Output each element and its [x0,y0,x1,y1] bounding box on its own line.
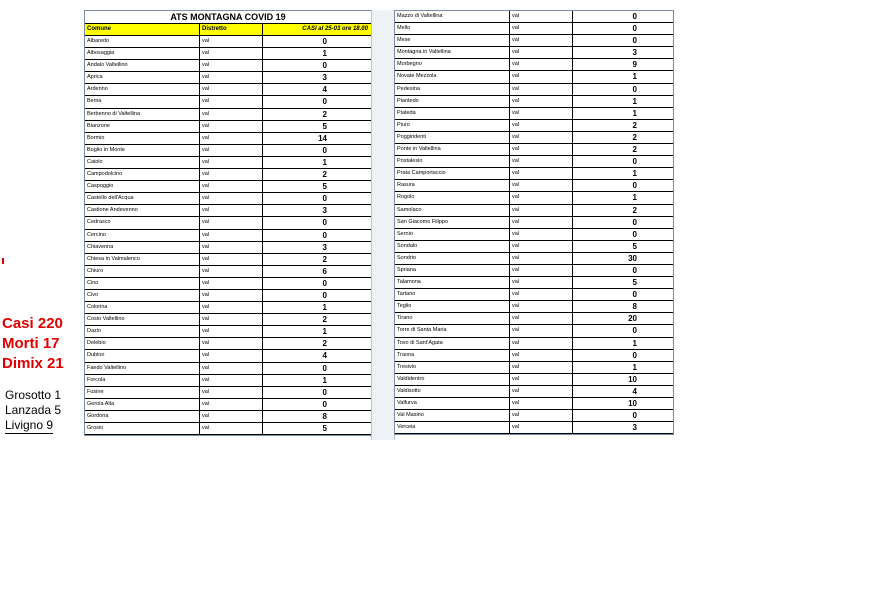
cell-distretto: val [510,422,573,433]
cell-casi: 0 [322,97,327,107]
cell-distretto: val [200,60,263,71]
cell-casi: 0 [322,278,327,288]
cell-comune: Grosio [85,423,200,434]
table-row [85,84,371,96]
cell-comune: Dubino [85,350,200,361]
cell-casi: 0 [322,61,327,71]
table-row [85,145,371,157]
cell-casi: 5 [632,241,637,251]
cell-casi: 2 [322,170,327,180]
cell-comune: Pedesina [395,84,510,95]
cell-casi: 2 [322,109,327,119]
cell-casi: 1 [322,49,327,59]
cell-comune: Caspoggio [85,181,200,192]
cell-casi: 9 [632,60,637,70]
table-row [85,302,371,314]
table-row [85,205,371,217]
cell-distretto: val [200,326,263,337]
cell-casi: 4 [632,386,637,396]
table-row [85,169,371,181]
cell-casi: 0 [632,157,637,167]
table-row [85,72,371,84]
cell-comune: Sernio [395,229,510,240]
cell-comune: Ardenno [85,84,200,95]
table-row [85,399,371,411]
town-entry: Livigno 9 [5,418,54,432]
cell-comune: Talamona [395,277,510,288]
cell-casi: 1 [632,338,637,348]
table-row [395,35,673,47]
table-row [85,96,371,108]
cell-distretto: val [200,205,263,216]
cell-casi: 0 [632,84,637,94]
cell-casi: 0 [632,229,637,239]
table-row [395,289,673,301]
cell-distretto: val [510,374,573,385]
cell-casi: 1 [322,327,327,337]
cell-casi: 0 [632,36,637,46]
table-row [85,375,371,387]
cell-casi: 14 [318,133,327,143]
cell-comune: Tresivio [395,362,510,373]
cell-distretto: val [510,71,573,82]
table-row [395,241,673,253]
cell-distretto: val [200,109,263,120]
cell-comune: Cedrasco [85,217,200,228]
left-table-body [85,36,371,435]
table-row [395,168,673,180]
cell-comune: Civo [85,290,200,301]
cell-comune: Forcola [85,375,200,386]
table-row [85,230,371,242]
cell-distretto: val [510,217,573,228]
table-row [85,326,371,338]
cell-comune: Prata Camportaccio [395,168,510,179]
header-row [85,24,371,36]
cell-distretto: val [200,145,263,156]
cell-comune: Rogolo [395,192,510,203]
cell-comune: Cino [85,278,200,289]
cell-casi: 8 [632,302,637,312]
table-row [395,265,673,277]
cell-casi: 10 [628,374,637,384]
cell-comune: Dazio [85,326,200,337]
table-row [395,362,673,374]
table-row [395,253,673,265]
table-row [85,36,371,48]
cell-distretto: val [510,168,573,179]
table-row [85,133,371,145]
cell-casi: 0 [632,217,637,227]
cell-distretto: val [510,23,573,34]
cell-comune: Buglio in Monte [85,145,200,156]
cell-casi: 5 [632,278,637,288]
casi-total: Casi 220 [2,315,63,332]
cell-comune: Aprica [85,72,200,83]
cell-casi: 0 [632,181,637,191]
cell-comune: Piantedo [395,96,510,107]
cell-casi: 0 [632,326,637,336]
cell-comune: Poggiridenti [395,132,510,143]
cell-distretto: val [200,254,263,265]
cell-casi: 2 [632,145,637,155]
table-row [85,48,371,60]
cell-distretto: val [200,278,263,289]
cell-casi: 1 [632,108,637,118]
table-row [85,314,371,326]
cell-comune: Bianzone [85,121,200,132]
cell-casi: 1 [322,157,327,167]
cell-casi: 0 [322,145,327,155]
cell-distretto: val [200,387,263,398]
cell-comune: Caiolo [85,157,200,168]
table-row [85,387,371,399]
cell-comune: Verceia [395,422,510,433]
table-row [395,144,673,156]
cell-casi: 0 [322,363,327,373]
cell-comune: Albosaggia [85,48,200,59]
cell-comune: Castello dell'Acqua [85,193,200,204]
table-row [395,338,673,350]
table-row [395,23,673,35]
town-entry: Lanzada 5 [5,403,62,417]
table-row [395,325,673,337]
cell-comune: San Giacomo Filippo [395,217,510,228]
table-row [395,410,673,422]
cell-comune: Chiuro [85,266,200,277]
cell-distretto: val [200,217,263,228]
cell-casi: 0 [322,230,327,240]
cell-comune: Postalesio [395,156,510,167]
table-title: ATS MONTAGNA COVID 19 [85,11,371,24]
cell-distretto: val [510,325,573,336]
cell-casi: 2 [632,205,637,215]
cell-distretto: val [510,289,573,300]
header-distretto: Distretto [200,24,263,35]
cell-distretto: val [510,35,573,46]
cell-distretto: val [200,230,263,241]
cell-comune: Piuro [395,120,510,131]
cell-comune: Gerola Alta [85,399,200,410]
cell-distretto: val [510,180,573,191]
cell-casi: 0 [632,12,637,21]
cell-comune: Montagna in Valtellina [395,47,510,58]
table-row [395,132,673,144]
cell-casi: 1 [632,193,637,203]
cell-casi: 0 [632,24,637,34]
cell-casi: 10 [628,399,637,408]
cell-distretto: val [510,96,573,107]
cell-casi: 0 [632,350,637,360]
cell-distretto: val [510,11,573,22]
table-row [395,47,673,59]
cell-distretto: val [510,338,573,349]
cell-distretto: val [510,192,573,203]
dimessi-total: Dimix 21 [2,355,64,372]
cell-comune: Castione Andevenno [85,205,200,216]
cell-casi: 20 [628,314,637,324]
cell-comune: Bema [85,96,200,107]
cell-casi: 1 [632,169,637,179]
table-row [85,60,371,72]
cell-distretto: val [510,59,573,70]
cell-casi: 5 [322,121,327,131]
cell-distretto: val [510,350,573,361]
cell-casi: 0 [632,411,637,421]
cell-comune: Campodolcino [85,169,200,180]
cell-casi: 30 [628,253,637,263]
cell-comune: Mello [395,23,510,34]
cell-distretto: val [510,410,573,421]
header-casi: CASI al 25-03 ore 18.00 [302,26,368,32]
cell-distretto: val [200,314,263,325]
cell-comune: Cosio Valtellino [85,314,200,325]
cell-distretto: val [510,265,573,276]
cell-distretto: val [200,302,263,313]
table-row [85,266,371,278]
table-row [85,290,371,302]
cell-distretto: val [510,253,573,264]
cell-comune: Sondrio [395,253,510,264]
cell-casi: 1 [632,96,637,106]
summary-stats [2,314,64,374]
cell-casi: 0 [322,399,327,409]
cell-distretto: val [200,157,263,168]
table-row [395,192,673,204]
table-row [85,121,371,133]
cell-comune: Novate Mezzola [395,71,510,82]
cell-distretto: val [200,350,263,361]
table-row [85,363,371,375]
cell-distretto: val [510,386,573,397]
cell-casi: 2 [322,339,327,349]
cell-distretto: val [200,399,263,410]
table-row [85,181,371,193]
cell-comune: Torre di Santa Maria [395,325,510,336]
table-row [395,386,673,398]
cell-casi: 5 [322,424,327,433]
cell-comune: Val Masino [395,410,510,421]
table-row [395,108,673,120]
spreadsheet [84,10,672,440]
cell-casi: 0 [322,37,327,46]
cell-distretto: val [510,313,573,324]
cell-casi: 4 [322,351,327,361]
cell-distretto: val [200,96,263,107]
table-row [85,411,371,423]
table-row [85,254,371,266]
cell-distretto: val [510,120,573,131]
cell-comune: Tirano [395,313,510,324]
table-row [85,109,371,121]
cell-casi: 1 [632,72,637,82]
cell-distretto: val [510,277,573,288]
cell-distretto: val [200,242,263,253]
cell-comune: Valdisotto [395,386,510,397]
cell-casi: 5 [322,182,327,192]
cell-casi: 0 [322,290,327,300]
cell-distretto: val [200,36,263,47]
cell-distretto: val [510,229,573,240]
cell-distretto: val [510,205,573,216]
cell-distretto: val [510,362,573,373]
cell-casi: 3 [632,423,637,433]
table-row [85,338,371,350]
cell-distretto: val [510,47,573,58]
table-row [395,205,673,217]
table-row [395,84,673,96]
cell-casi: 3 [322,242,327,252]
cell-distretto: val [200,375,263,386]
cell-casi: 1 [322,375,327,385]
cell-comune: Mese [395,35,510,46]
cell-casi: 3 [632,48,637,58]
cell-comune: Gordona [85,411,200,422]
table-row [395,96,673,108]
cell-comune: Valfurva [395,398,510,409]
cell-casi: 3 [322,73,327,83]
cell-distretto: val [200,290,263,301]
cell-comune: Ponte in Valtellina [395,144,510,155]
cell-comune: Albaredo [85,36,200,47]
column-gap [371,10,395,440]
cell-distretto: val [510,398,573,409]
cell-distretto: val [200,338,263,349]
cell-distretto: val [200,121,263,132]
cell-distretto: val [510,301,573,312]
cell-comune: Bormio [85,133,200,144]
cell-comune: Sondalo [395,241,510,252]
cell-distretto: val [200,363,263,374]
cell-casi: 0 [322,194,327,204]
table-row [395,229,673,241]
table-row [85,350,371,362]
cell-casi: 4 [322,85,327,95]
cell-comune: Mazzo di Valtellina [395,11,510,22]
header-comune: Comune [85,24,200,35]
cell-casi: 0 [632,290,637,300]
cell-casi: 6 [322,266,327,276]
table-row [395,11,673,23]
cell-casi: 2 [632,120,637,130]
morti-total: Morti 17 [2,335,60,352]
cell-comune: Delebio [85,338,200,349]
table-row [85,278,371,290]
cell-distretto: val [200,133,263,144]
table-row [395,120,673,132]
cell-comune: Colorina [85,302,200,313]
cell-comune: Cercino [85,230,200,241]
table-row [395,350,673,362]
cell-comune: Morbegno [395,59,510,70]
cell-casi: 1 [322,303,327,313]
cell-comune: Spriana [395,265,510,276]
table-row [85,423,371,435]
cell-distretto: val [200,48,263,59]
table-row [395,422,673,434]
cell-casi: 0 [632,265,637,275]
table-row [395,217,673,229]
cell-distretto: val [510,156,573,167]
table-row [85,242,371,254]
table-row [85,193,371,205]
table-row [395,301,673,313]
cell-comune: Valdidentro [395,374,510,385]
table-row [395,313,673,325]
cell-distretto: val [510,241,573,252]
cell-distretto: val [200,411,263,422]
cell-comune: Teglio [395,301,510,312]
cell-casi: 2 [632,132,637,142]
cell-comune: Samolaco [395,205,510,216]
cell-distretto: val [200,193,263,204]
red-marker [2,258,4,264]
cell-comune: Piateda [395,108,510,119]
cell-casi: 2 [322,315,327,325]
cell-distretto: val [510,132,573,143]
cell-casi: 0 [322,218,327,228]
right-table [394,10,674,435]
cell-comune: Berbenno di Valtellina [85,109,200,120]
table-row [395,374,673,386]
cell-comune: Faedo Valtellino [85,363,200,374]
cell-comune: Andalo Valtellino [85,60,200,71]
cell-comune: Chiavenna [85,242,200,253]
cell-comune: Tartano [395,289,510,300]
cell-comune: Traona [395,350,510,361]
cell-distretto: val [200,181,263,192]
extra-towns-list [5,388,61,434]
cell-distretto: val [200,72,263,83]
table-row [85,217,371,229]
cell-distretto: val [510,108,573,119]
cell-casi: 0 [322,387,327,397]
cell-comune: Rasura [395,180,510,191]
cell-distretto: val [200,423,263,434]
table-row [395,71,673,83]
cell-comune: Tovo di Sant'Agata [395,338,510,349]
left-table [84,10,372,436]
cell-distretto: val [200,169,263,180]
cell-distretto: val [510,144,573,155]
cell-distretto: val [200,266,263,277]
cell-distretto: val [200,84,263,95]
right-table-body [395,11,673,434]
cell-casi: 2 [322,254,327,264]
table-row [85,157,371,169]
cell-distretto: val [510,84,573,95]
table-row [395,156,673,168]
table-row [395,180,673,192]
table-row [395,398,673,410]
cell-casi: 3 [322,206,327,216]
table-row [395,59,673,71]
town-entry: Grosotto 1 [5,388,62,402]
cell-casi: 1 [632,362,637,372]
cell-comune: Fusine [85,387,200,398]
table-row [395,277,673,289]
cell-casi: 8 [322,411,327,421]
cell-comune: Chiesa in Valmalenco [85,254,200,265]
